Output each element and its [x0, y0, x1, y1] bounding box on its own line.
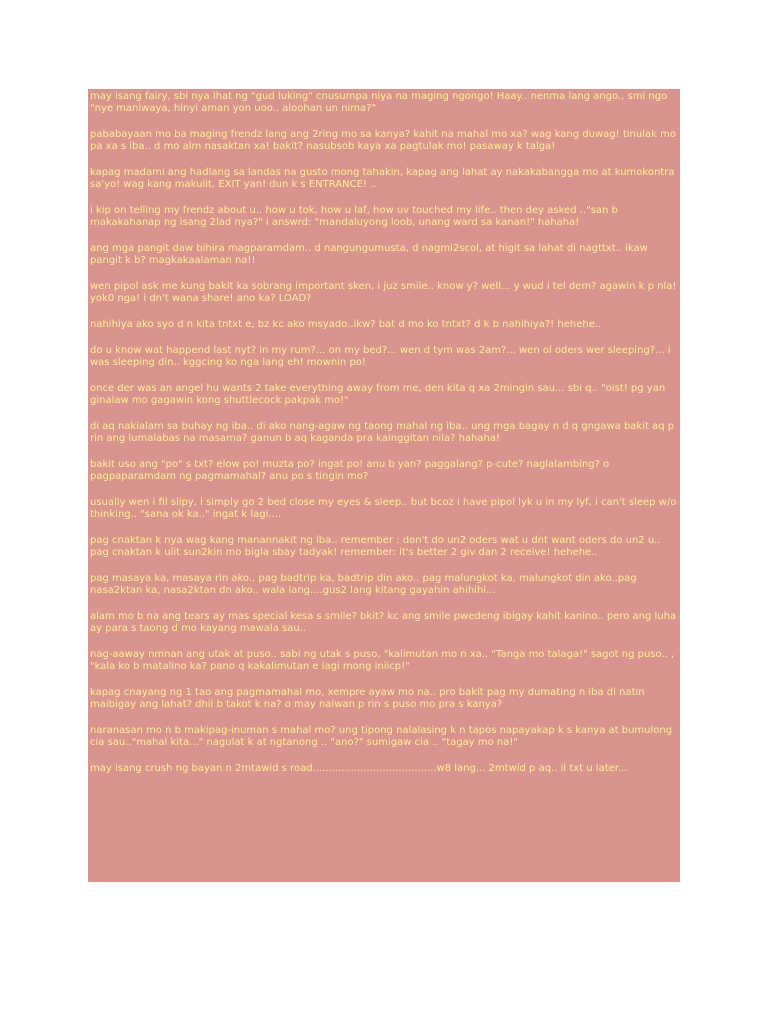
message-paragraph: pag cnaktan k nya wag kang manannakit ng iba.. remember : don't do un2 oders wat u dnt want oders do un2 u.. pag cnaktan k ulit sun2kin mo bigla sbay tadyak! remember: it's better 2 giv dan 2 receive! hehehe..: [90, 534, 661, 558]
message-paragraph: may isang fairy, sbi nya lhat ng "gud luking" cnusumpa niya na maging ngongo! Haay.. nenma lang ango.. smi ngo "nye maniwaya, hinyi aman yon uoo.. aloohan un nima?": [90, 91, 668, 115]
text-panel: [88, 89, 680, 882]
message-paragraph: naranasan mo n b makipag-inuman s mahal mo? ung tipong nalalasing k n tapos napayakap k s kanya at bumulong cia sau.."mahal kita..." nagulat k at ngtanong .. "ano?" sumigaw cia .. "tagay mo na!": [90, 724, 673, 748]
message-paragraph: ang mga pangit daw bihira magparamdam.. d nangungumusta, d nagmi2scol, at higit sa lahat di nagttxt.. ikaw pangit k b? magkakaalaman na!!: [90, 243, 648, 267]
message-paragraph: do u know wat happend last nyt? in my rum?... on my bed?... wen d tym was 2am?... wen ol oders wer sleeping?... i was sleeping din.. kggcing ko nga lang eh! mownin po!: [90, 344, 671, 368]
message-paragraph: nag-aaway nmnan ang utak at puso.. sabi ng utak s puso, "kalimutan mo n xa.. "Tanga mo talaga!" sagot ng puso.. , "kala ko b matalino ka? pano q kakalimutan e lagi mong iniicp!": [90, 648, 675, 672]
message-paragraph: pababayaan mo ba maging frendz lang ang 2ring mo sa kanya? kahit na mahal mo xa? wag kang duwag! tinulak mo pa xa s iba.. d mo alm nasaktan xa! bakit? nasubsob kaya xa pagtulak mo! pasaway k talga!: [90, 129, 676, 153]
message-paragraph: di aq nakialam sa buhay ng iba.. di ako nang-agaw ng taong mahal ng iba.. ung mga bagay n d q gngawa bakit aq p rin ang lumalabas na masama? ganun b aq kaganda pra kainggitan nila? hahaha!: [90, 420, 675, 444]
message-paragraph: may isang crush ng bayan n 2mtawid s road.......................................w8 lang... 2mtwid p aq.. il txt u later...: [90, 762, 628, 774]
message-paragraph: once der was an angel hu wants 2 take everything away from me, den kita q xa 2mingin sau... sbi q.. "oist! pg yan ginalaw mo gagawin kong shuttlecock pakpak mo!": [90, 382, 666, 406]
message-paragraph: nahihiya ako syo d n kita tntxt e, bz kc ako msyado..ikw? bat d mo ko tntxt? d k b nahihiya?! hehehe..: [90, 319, 602, 330]
message-paragraph: pag masaya ka, masaya rin ako.. pag badtrip ka, badtrip din ako.. pag malungkot ka, malungkot din ako..pag nasa2ktan ka, nasa2ktan dn ako.. wala lang....gus2 lang kitang gayahin ahihihi...: [90, 572, 637, 596]
message-paragraph: wen pipol ask me kung bakit ka sobrang important sken, i juz smile.. know y? well... y wud i tel dem? agawin k p nla! yok0 nga! i dn't wana share! ano ka? LOAD?: [90, 281, 677, 305]
message-paragraph: kapag madami ang hadlang sa landas na gusto mong tahakin, kapag ang lahat ay nakakabangga mo at kumokontra sa'yo! wag kang makulit, EXIT yan! dun k s ENTRANCE! ..: [90, 167, 675, 191]
message-paragraph: kapag cnayang ng 1 tao ang pagmamahal mo, xempre ayaw mo na.. pro bakit pag my dumating n iba di natin maibigay ang lahat? dhil b takot k na? o may naiwan p rin s puso mo pra s kanya?: [90, 686, 645, 710]
message-paragraph: bakit uso ang "po" s txt? elow po! muzta po? ingat po! anu b yan? paggalang? p-cute? naglalambing? o pagpaparamdam ng pagmamahal? anu po s tingin mo?: [90, 458, 610, 482]
message-paragraph: alam mo b na ang tears ay mas special kesa s smile? bkit? kc ang smile pwedeng ibigay kahit kanino.. pero ang luha ay para s taong d mo kayang mawala sau..: [90, 610, 677, 634]
message-paragraph: usually wen i fil slipy, i simply go 2 bed close my eyes & sleep.. but bcoz i have pipol lyk u in my lyf, i can't sleep w/o thinking.. "sana ok ka.." ingat k lagi....: [90, 496, 677, 520]
message-paragraph: i kip on telling my frendz about u.. how u tok, how u laf, how uv touched my life.. then dey asked .."san b makakahanap ng isang 2lad nya?" i answrd: "mandaluyong loob, unang ward sa kanan!" hahaha!: [90, 205, 618, 229]
